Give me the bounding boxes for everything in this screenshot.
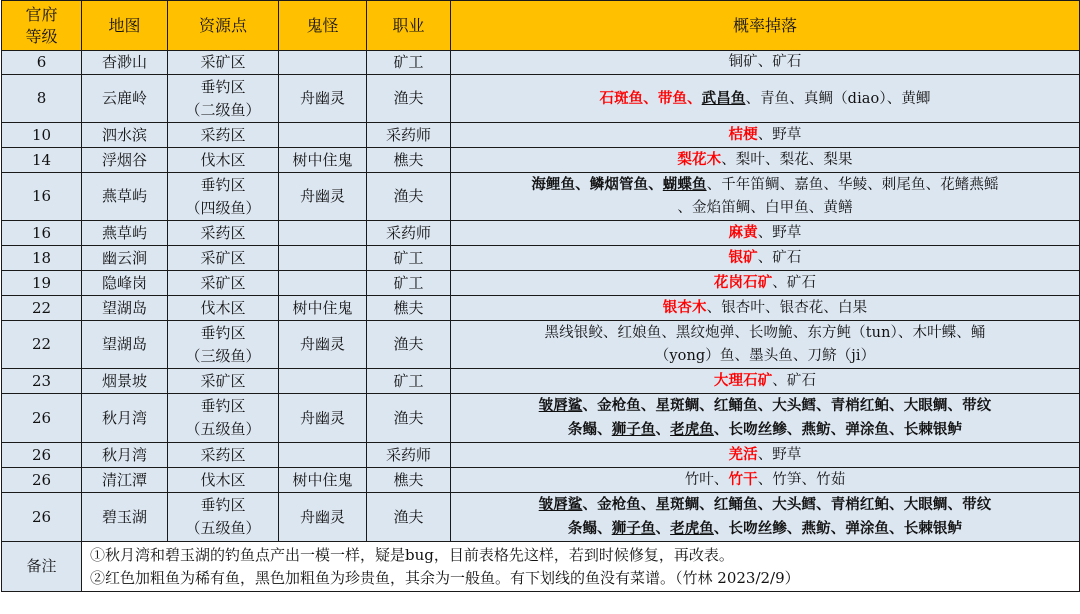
cell-map: 燕草屿 [82,173,168,221]
header-map: 地图 [82,1,168,51]
note-line-1: ①秋月湾和碧玉湖的钓鱼点产出一模一样，疑是bug，目前表格先这样，若到时候修复，再改表。 [90,545,734,564]
drop-item: 、金枪鱼、星斑鲷、红鲬鱼、大头鳕、青梢红鲌、大眼鲷、带纹 [582,496,992,513]
resource-line: 采药区 [200,125,246,144]
cell-level: 26 [2,443,82,468]
cell-level: 19 [2,271,82,296]
cell-job: 矿工 [367,246,451,271]
drops-line [454,345,1076,368]
drops-line [454,221,1076,245]
cell-level: 22 [2,296,82,321]
drop-item: 蝴蝶鱼 [662,176,707,193]
cell-map: 杳渺山 [82,51,168,75]
cell-monster [279,123,367,148]
drops-line [454,369,1076,393]
table-row [2,148,1080,173]
drop-item: 、野草 [757,225,802,241]
cell-level: 26 [2,394,82,443]
table-row [2,51,1080,75]
drop-item: 、银杏叶、银杏花、白果 [706,300,868,316]
drop-item: 、梨叶、梨花、梨果 [721,152,853,168]
header-row [2,1,1080,51]
table-row [2,221,1080,246]
cell-map: 泗水滨 [82,123,168,148]
drops-line [454,197,1076,220]
cell-resource [168,493,279,542]
cell-drops [451,493,1080,542]
resource-line: 伐木区 [200,470,246,489]
drops-line [454,394,1076,418]
table-row [2,296,1080,321]
cell-drops [451,394,1080,443]
cell-resource [168,271,279,296]
cell-monster [279,51,367,75]
cell-job: 矿工 [367,51,451,75]
drop-item: （yong）鱼、墨头鱼、刀鲚（ji） [654,347,876,364]
resource-line: 采药区 [200,445,246,464]
drop-item: 狮子鱼 [611,421,656,438]
resource-line: 垂钓区 [200,397,246,415]
notes-text [82,542,1080,592]
table-row [2,246,1080,271]
cell-drops [451,51,1080,75]
header-monster: 鬼怪 [279,1,367,51]
cell-monster: 舟幽灵 [279,493,367,542]
drop-item: 竹叶、 [684,472,729,488]
cell-drops [451,221,1080,246]
drop-item: 条鳎、 [567,421,612,438]
cell-level: 10 [2,123,82,148]
drop-item: 、野草 [757,447,802,463]
cell-monster [279,369,367,394]
resource-line: （五级鱼） [185,420,261,438]
drop-item: 麻黄 [728,224,758,241]
table-row [2,443,1080,468]
table-row [2,468,1080,493]
drop-item: 、长吻丝鲹、燕鲂、弹涂鱼、长棘银鲈 [713,421,963,438]
cell-map: 望湖岛 [82,296,168,321]
cell-monster: 舟幽灵 [279,75,367,123]
resource-line: 采矿区 [200,371,246,390]
cell-drops [451,246,1080,271]
cell-job: 渔夫 [367,75,451,123]
drop-item: 老虎鱼 [670,520,714,537]
drop-item: 、金焰笛鲷、白甲鱼、黄鳝 [677,200,853,216]
drop-item: 、青鱼、真鲷（diao）、黄鲫 [745,90,931,107]
drop-item: 石斑鱼、带鱼、 [599,89,702,107]
drop-item: 羌活 [728,446,758,463]
drop-item: 、竹笋、竹茹 [757,472,846,488]
drops-line [454,517,1076,541]
drops-line [454,418,1076,442]
header-resource: 资源点 [168,1,279,51]
cell-level: 16 [2,173,82,221]
cell-job: 渔夫 [367,173,451,221]
cell-job: 采药师 [367,443,451,468]
drop-item: 大理石矿 [713,372,773,389]
cell-monster [279,271,367,296]
cell-resource [168,173,279,221]
cell-resource [168,51,279,75]
cell-monster [279,443,367,468]
cell-drops [451,321,1080,369]
drop-item: 银杏木 [662,299,707,316]
cell-drops [451,148,1080,173]
cell-monster: 树中住鬼 [279,468,367,493]
cell-level: 22 [2,321,82,369]
cell-resource [168,123,279,148]
cell-monster: 舟幽灵 [279,394,367,443]
drops-line [454,493,1076,517]
cell-level: 6 [2,51,82,75]
cell-monster: 树中住鬼 [279,296,367,321]
drop-item: 狮子鱼 [611,520,656,537]
cell-monster: 舟幽灵 [279,173,367,221]
cell-drops [451,123,1080,148]
cell-map: 望湖岛 [82,321,168,369]
cell-drops [451,173,1080,221]
cell-job: 樵夫 [367,468,451,493]
drop-item: 、野草 [757,127,802,143]
table-row [2,271,1080,296]
drops-line [454,87,1076,111]
cell-level: 8 [2,75,82,123]
cell-map: 云鹿岭 [82,75,168,123]
cell-resource [168,394,279,443]
drops-line [454,173,1076,197]
resource-line: （四级鱼） [185,198,261,217]
header-job: 职业 [367,1,451,51]
drop-item: 银矿 [728,249,758,266]
cell-drops [451,75,1080,123]
cell-map: 幽云涧 [82,246,168,271]
drop-item: 、矿石 [772,275,817,291]
table-row [2,369,1080,394]
resource-line: （三级鱼） [185,346,261,365]
cell-job: 采药师 [367,221,451,246]
drops-line [454,271,1076,295]
drop-item: 黑线银鲛、红娘鱼、黑纹炮弹、长吻鮠、东方鲀（tun）、木叶鲽、鲬 [544,324,986,341]
cell-monster: 舟幽灵 [279,321,367,369]
resource-line: 采矿区 [200,273,246,292]
cell-job: 渔夫 [367,321,451,369]
header-drops: 概率掉落 [451,1,1080,51]
cell-resource [168,369,279,394]
resource-line: 伐木区 [200,150,246,169]
cell-monster: 树中住鬼 [279,148,367,173]
drop-item: 武昌鱼 [701,89,746,107]
resource-line: 采矿区 [200,53,246,71]
cell-job: 矿工 [367,271,451,296]
cell-level: 23 [2,369,82,394]
cell-map: 秋月湾 [82,394,168,443]
cell-job: 樵夫 [367,296,451,321]
drop-item: 老虎鱼 [670,421,714,438]
resource-line: 垂钓区 [200,77,246,96]
table-row [2,75,1080,123]
drop-item: 、矿石 [772,373,817,389]
drop-item: 皱唇鲨 [538,397,583,414]
cell-resource [168,296,279,321]
notes-row [2,542,1080,592]
drop-item: 铜矿、矿石 [728,54,802,70]
table-row [2,173,1080,221]
drops-line [454,468,1076,492]
cell-map: 碧玉湖 [82,493,168,542]
cell-map: 隐峰岗 [82,271,168,296]
resource-line: （五级鱼） [185,519,261,537]
cell-drops [451,468,1080,493]
cell-drops [451,271,1080,296]
cell-map: 燕草屿 [82,221,168,246]
header-level-line2: 等级 [25,26,58,46]
resource-line: 伐木区 [200,298,246,317]
cell-drops [451,369,1080,394]
cell-level: 26 [2,493,82,542]
resource-line: 采药区 [200,223,246,242]
cell-level: 16 [2,221,82,246]
drop-item: 、 [655,520,671,537]
drop-item: 海鲤鱼、鳞烟管鱼、 [531,176,663,193]
resource-line: 垂钓区 [200,496,246,514]
cell-level: 14 [2,148,82,173]
notes-label: 备注 [2,542,82,592]
cell-map: 烟景坡 [82,369,168,394]
cell-resource [168,221,279,246]
drops-line [454,322,1076,345]
drop-item: 、矿石 [757,250,802,266]
cell-job: 渔夫 [367,394,451,443]
cell-job: 渔夫 [367,493,451,542]
drops-line [454,51,1076,74]
cell-job: 矿工 [367,369,451,394]
drops-line [454,296,1076,320]
cell-resource [168,75,279,123]
drop-item: 梨花木 [677,151,722,168]
cell-resource [168,148,279,173]
cell-drops [451,443,1080,468]
resource-line: 垂钓区 [200,175,246,194]
cell-job: 采药师 [367,123,451,148]
drops-line [454,123,1076,147]
table-row [2,493,1080,542]
resource-line: 垂钓区 [200,323,246,342]
drop-item: 皱唇鲨 [538,496,583,513]
cell-level: 26 [2,468,82,493]
drop-rate-table [1,0,1080,592]
table-row [2,321,1080,369]
cell-map: 秋月湾 [82,443,168,468]
resource-line: （二级鱼） [185,100,261,119]
drop-item: 竹干 [728,471,758,488]
cell-monster [279,221,367,246]
note-line-2: ②红色加粗鱼为稀有鱼，黑色加粗鱼为珍贵鱼，其余为一般鱼。有下划线的鱼没有菜谱。（竹林 2023/2/9） [90,568,800,587]
cell-resource [168,443,279,468]
header-level [2,1,82,51]
cell-resource [168,321,279,369]
cell-monster [279,246,367,271]
drops-line [454,246,1076,270]
resource-line: 采矿区 [200,248,246,267]
drop-item: 桔梗 [728,126,758,143]
drop-item: 、长吻丝鲹、燕鲂、弹涂鱼、长棘银鲈 [713,520,963,537]
cell-job: 樵夫 [367,148,451,173]
drops-line [454,148,1076,172]
drop-item: 、千年笛鲷、嘉鱼、华鲮、刺尾鱼、花鳍燕鳐 [706,177,999,193]
drop-item: 、 [655,421,671,438]
cell-drops [451,296,1080,321]
drop-item: 条鳎、 [567,520,612,537]
drop-item: 花岗石矿 [713,274,773,291]
cell-resource [168,468,279,493]
table-row [2,394,1080,443]
table-row [2,123,1080,148]
drops-line [454,443,1076,467]
cell-map: 清江潭 [82,468,168,493]
cell-resource [168,246,279,271]
header-level-line1: 官府 [25,4,58,24]
cell-map: 浮烟谷 [82,148,168,173]
drop-item: 、金枪鱼、星斑鲷、红鲬鱼、大头鳕、青梢红鲌、大眼鲷、带纹 [582,397,992,414]
cell-level: 18 [2,246,82,271]
